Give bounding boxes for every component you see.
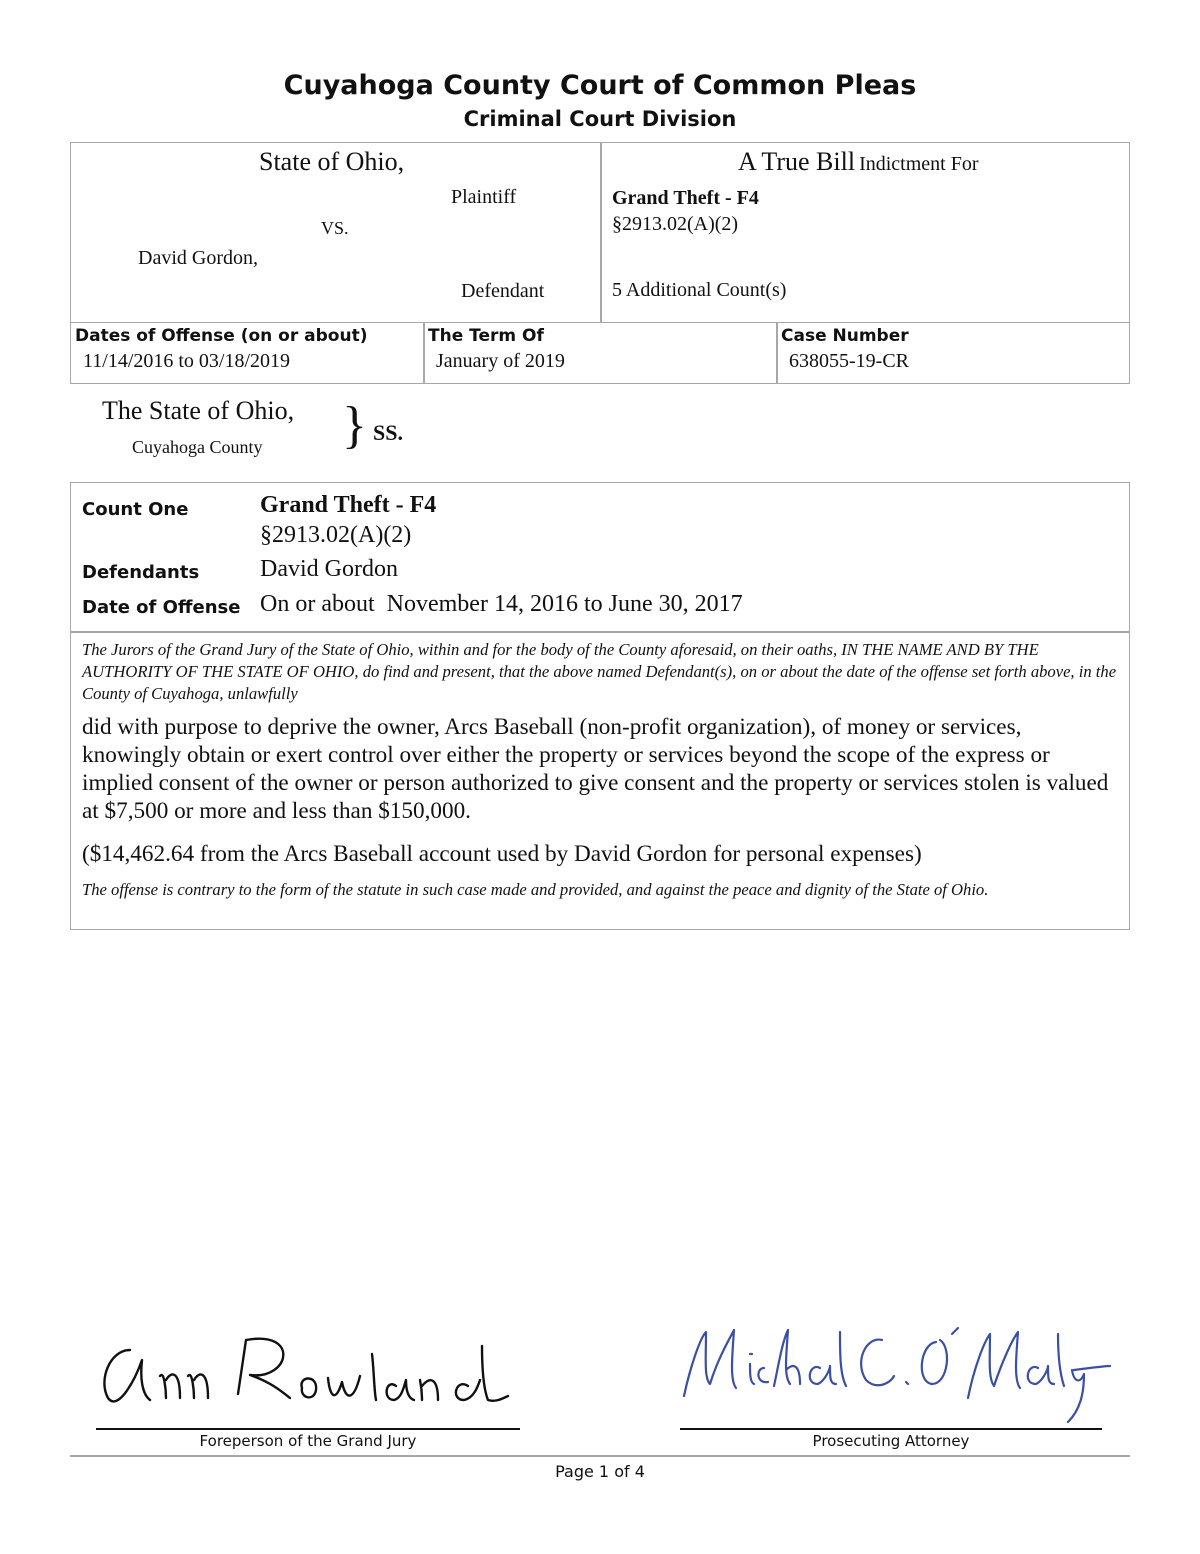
count-statute: §2913.02(A)(2) [260,522,412,548]
true-bill-label: A True Bill [738,147,856,176]
term-label: The Term Of [428,326,544,346]
offense-note: ($14,462.64 from the Arcs Baseball account used by David Gordon for personal expenses) [82,841,922,867]
versus-label: VS. [321,218,349,238]
venue-state: The State of Ohio, [102,396,295,425]
dates-of-offense-cell [71,322,424,383]
prosecutor-signature-line [680,1428,1102,1430]
venue-ss: SS. [373,420,403,445]
count-header-divider [71,631,1129,633]
page-number: Page 1 of 4 [555,1462,645,1481]
court-division: Criminal Court Division [463,107,737,131]
defendants-label: Defendants [82,562,200,583]
additional-counts: 5 Additional Count(s) [612,279,787,301]
count-one-box [70,482,1130,930]
dates-of-offense-label: Dates of Offense (on or about) [75,326,368,346]
defendants-value: David Gordon [260,556,398,582]
foreperson-label: Foreperson of the Grand Jury [199,1432,417,1450]
offense-body: did with purpose to deprive the owner, Arcs Baseball (non-profit organization), of money or services, knowingly obtain or exert control over either the property or services beyond the scope of the express or implied consent of the owner or person authorized to give consent and the property or services stolen is valued at $7,500 or more and less than $150,000. [82,714,1109,824]
caption-charge: Grand Theft - F4 [612,187,759,209]
court-title: Cuyahoga County Court of Common Pleas [283,70,917,101]
date-of-offense-label: Date of Offense [82,597,241,618]
venue-county: Cuyahoga County [132,437,263,457]
caption-statute: §2913.02(A)(2) [612,213,739,235]
dates-of-offense-value: 11/14/2016 to 03/18/2019 [83,350,291,372]
true-bill-heading [738,147,979,177]
prosecutor-label: Prosecuting Attorney [812,1432,970,1450]
defendant-label: Defendant [461,280,545,302]
indictment-for-label: Indictment For [859,153,979,175]
jury-preamble: The Jurors of the Grand Jury of the State of Ohio, within and for the body of the County aforesaid, on their oaths, IN THE NAME AND BY THE AUTHORITY OF THE STATE OF OHIO, do find and present, that the above named Defendant(s), on or about the date of the offense set forth above, in the County of Cuyahoga, unlawfully [82,640,1117,703]
term-value: January of 2019 [436,350,565,372]
case-number-value: 638055-19-CR [789,350,909,372]
caption-divider [600,143,602,322]
term-cell [424,322,777,383]
footer-rule [70,1455,1130,1457]
foreperson-signature [90,1320,530,1420]
plaintiff-label: Plaintiff [451,186,517,208]
case-number-label: Case Number [781,326,909,346]
prosecutor-signature [670,1318,1120,1428]
foreperson-signature-line [96,1428,520,1430]
prosecutor-signature-stroke [684,1328,1110,1422]
date-of-offense-value: On or about November 14, 2016 to June 30, 2017 [260,591,743,617]
count-charge: Grand Theft - F4 [260,492,437,518]
case-number-cell [777,322,1129,383]
case-meta-row [70,322,1130,384]
caption-box [70,142,1130,323]
plaintiff-name: State of Ohio, [259,147,405,176]
foreperson-signature-stroke [104,1339,508,1402]
defendant-name: David Gordon, [138,247,258,269]
venue-brace: } [342,397,367,454]
offense-closing: The offense is contrary to the form of the statute in such case made and provided, and against the peace and dignity of the State of Ohio. [82,880,989,899]
count-label: Count One [82,499,189,520]
